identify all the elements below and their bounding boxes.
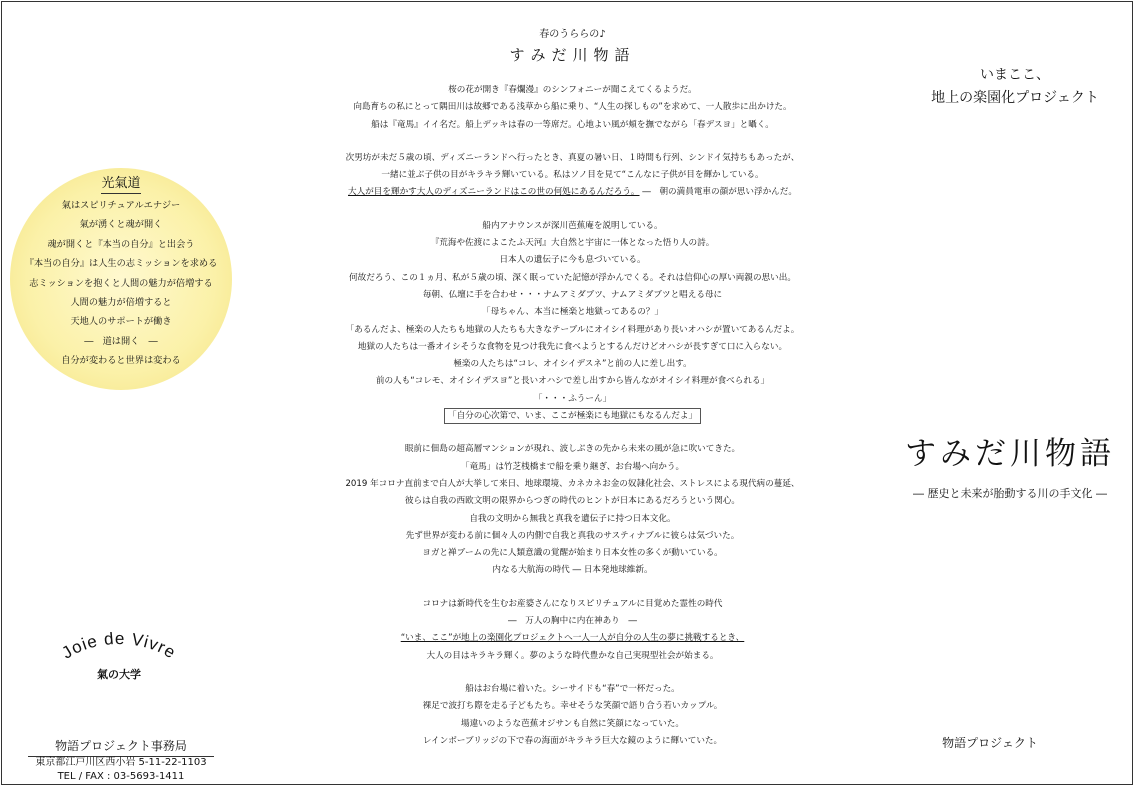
story-subtitle: 春のうららの♪ — [539, 29, 606, 40]
story-line: 極楽の人たちは“コレ、オイシイデスネ”と前の人に差し出す。 — [453, 359, 692, 370]
story-line: 船内アナウンスが深川芭蕉庵を説明している。 — [482, 220, 663, 231]
circle-title: 光氣道 — [101, 174, 140, 194]
story-line: 「母ちゃん、本当に極楽と地獄ってあるの？」 — [482, 307, 663, 318]
logo-center-text: 氣の大学 — [97, 668, 141, 681]
story-column — [300, 28, 845, 750]
story-line: コロナは新時代を生むお産婆さんになりスピリチュアルに目覚めた霊性の時代 — [422, 598, 723, 609]
office-contact — [28, 756, 214, 784]
circle-line: 志ミッションを抱くと人間の魅力が倍増する — [29, 277, 213, 289]
underlined-text: 大人が目を輝かす大人のディズニーランドはこの世の何処にあるんだろう。 — [348, 187, 640, 198]
story-title: すみだ川物語 — [509, 46, 636, 64]
story-line: 船は『竜馬』イイ名だ。船上デッキは春の一等席だ。心地よい風が頬を撫でながら「春デスヨ」と囁く。 — [371, 119, 774, 130]
circle-line: 氣はスピリチュアルエナジー — [61, 200, 181, 211]
story-line: 眼前に佃島の超高層マンションが現れ、波しぶきの先から未来の風が急に吹いてきた。 — [404, 444, 741, 455]
circle-line: 『本当の自分』は人生の志ミッションを求める — [24, 258, 218, 270]
story-line: 桜の花が開き『春爛漫』のシンフォニーが聞こえてくるようだ。 — [448, 85, 697, 95]
circle-line: ― 道は開く ― — [84, 335, 158, 347]
story-line: 『荒海や佐渡によこたふ天河』大自然と宇宙に一体となった悟り人の詩。 — [430, 238, 715, 249]
circle-line: 自分が変わると世界は変わる — [61, 355, 181, 367]
boxed-quote: 「自分の心次第で、いま、ここが極楽にも地獄にもなるんだよ」 — [444, 408, 701, 424]
story-line-tail: ― 朝の満員電車の顔が思い浮かんだ。 — [642, 187, 797, 198]
project-heading-line1: いまここ、 — [980, 67, 1050, 83]
story-line: 内なる大航海の時代 ― 日本発地球維新。 — [492, 565, 653, 576]
paragraph-4 — [300, 441, 845, 579]
story-line: ― 万人の胸中に内在神あり ― — [508, 616, 637, 627]
big-subtitle: ― 歴史と未来が胎動する川の手文化 ― — [913, 487, 1107, 500]
circle-line: 人間の魅力が倍増すると — [70, 297, 172, 309]
logo-arc-text: Joie de Vivre — [58, 632, 180, 663]
story-line: 前の人も“コレモ、オイシイデスヨ”と長いオハシで差し出すから皆んながオイシイ料理が食べられる」 — [375, 376, 770, 387]
story-line: 向島育ちの私にとって隅田川は故郷である浅草から船に乗り、“人生の探しもの”を求めて、一人散歩に出かけた。 — [353, 102, 792, 113]
story-line: 先ず世界が変わる前に個々人の内側で自我と真我のサスティナブルに彼らは気づいた。 — [405, 530, 740, 541]
office-title: 物語プロジェクト事務局 — [28, 737, 214, 757]
story-line: 彼らは自我の西欧文明の限界からつぎの時代のヒントが日本にあるだろうという関心。 — [404, 496, 741, 507]
story-line: 自我の文明から無我と真我を遺伝子に持つ日本文化。 — [469, 513, 676, 524]
story-line: レインボーブリッジの下で春の海面がキラキラ巨大な鏡のように輝いていた。 — [422, 735, 723, 746]
big-title: すみだ川物語 — [905, 436, 1115, 472]
story-line: 一緒に並ぶ子供の目がキラキラ輝いている。私はソノ目を見て“こんなに子供が目を輝かしている。 — [381, 170, 764, 181]
story-line-underlined — [300, 184, 845, 201]
story-line: 船はお台場に着いた。シーサイドも“春”で一杯だった。 — [465, 683, 680, 694]
office-tel: TEL / FAX : 03-5693-1411 — [57, 771, 185, 782]
circle-line: 氣が湧くと魂が開く — [79, 219, 163, 231]
story-line: 2019 年コロナ直前まで白人が大挙して来日、地球環境、カネカネお金の奴隷化社会、ストレスによる現代病の蔓延、 — [345, 478, 800, 489]
paragraph-6 — [300, 681, 845, 750]
story-line: 「あるんだよ、極楽の人たちも地獄の人たちも大きなテーブルにオイシイ料理があり長いオハシが置いてあるんだよ。 — [345, 324, 800, 335]
story-line: 場違いのような芭蕉オジサンも自然に笑顔になっていた。 — [460, 718, 684, 729]
story-line: 「竜馬」は竹芝桟橋まで船を乗り継ぎ、お台場へ向かう。 — [460, 461, 685, 472]
story-line: 「・・・ふうーん」 — [533, 393, 612, 404]
story-line: ヨガと禅ブームの先に人類意識の覚醒が始まり日本女性の多くが動いている。 — [422, 548, 723, 559]
story-line-underlined: “いま、ここ”が地上の楽園化プロジェクトへ一人一人が自分の人生の夢に挑戦するとき、 — [400, 633, 745, 644]
story-line: 何故だろう、この１ヵ月、私が５歳の頃、深く眠っていた記憶が浮かんでくる。それは信仰心の厚い両親の思い出。 — [349, 272, 796, 283]
project-heading — [905, 64, 1125, 110]
joie-de-vivre-logo — [34, 632, 204, 702]
paragraph-3 — [300, 218, 845, 426]
story-line-boxed — [300, 408, 845, 425]
story-line: 日本人の遺伝子に今も息づいている。 — [499, 255, 646, 266]
right-footer: 物語プロジェクト — [942, 736, 1038, 750]
paragraph-2 — [300, 150, 845, 202]
story-line: 毎朝、仏壇に手を合わせ・・・ナムアミダブツ、ナムアミダブツと唱える母に — [422, 289, 723, 300]
story-line: 次男坊が未だ５歳の頃、ディズニーランドへ行ったとき、真夏の暑い日、１時間も行列、シンドイ気持ちもあったが、 — [345, 152, 800, 163]
circle-line: 天地人のサポートが働き — [70, 316, 172, 328]
office-address: 東京都江戸川区西小岩 5-11-22-1103 — [35, 757, 207, 768]
circle-text — [10, 172, 232, 371]
circle-line: 魂が開くと『本当の自分』と出会う — [47, 238, 195, 250]
story-line: 裸足で波打ち際を走る子どもたち。幸せそうな笑顔で語り合う若いカップル。 — [422, 701, 723, 712]
paragraph-5 — [300, 596, 845, 665]
paragraph-1 — [300, 82, 845, 134]
story-line: 地獄の人たちは一番オイシそうな食物を見つけ我先に食べようとするんだけどオハシが長すぎて口に入らない。 — [357, 341, 788, 352]
project-heading-line2: 地上の楽園化プロジェクト — [931, 90, 1099, 106]
story-line: 大人の目はキラキラ輝く。夢のような時代豊かな自己実現型社会が始まる。 — [426, 650, 719, 661]
